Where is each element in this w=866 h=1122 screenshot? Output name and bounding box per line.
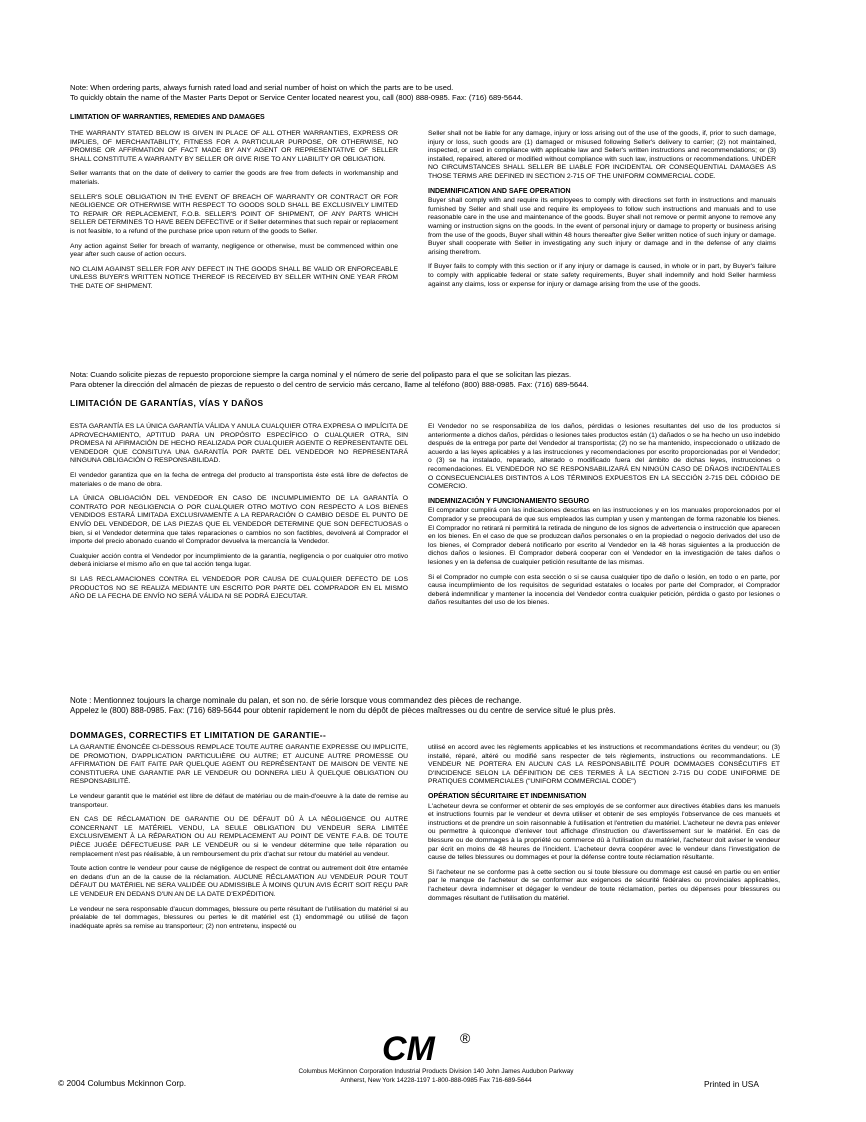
french-note-line2: Appelez le (800) 888-0985. Fax: (716) 689-5644 pour obtenir rapidement le nom du dépôt de pièces maîtresses ou du centre de service situé le plus près.	[70, 705, 616, 715]
spanish-right-p1: El Vendedor no se responsabiliza de los daños, pérdidas o lesiones resultantes del uso de los productos si anteriormente a dichos daños, pérdidas o lesiones tales productos están (1) dañados o se ha hecho un uso indebido después de la entrega por parte del Vendedor al transportista; (2) no se ha mantenido, inspeccionado o utilizado de acuerdo a las leyes aplicables y a las instrucciones y recomendaciones por escrito proporcionadas por el Vendedor; o (3) se ha instalado, reparado, alterado o modificado fuera del ámbito de dichas leyes, instrucciones o recomendaciones. EL VENDEDOR NO SE RESPONSABILIZARÁ EN NINGÚN CASO DE DÑAOS INCIDENTALES O CONSECUENCIALES DISTINTOS A LOS TÉRMINOS EXPUESTOS EN LA SECCIÓN 2-715 DEL CÓDIGO DE COMERCIO.	[428, 423, 780, 491]
spanish-note	[70, 370, 810, 389]
french-left-column	[70, 744, 408, 937]
english-right-column	[428, 130, 776, 295]
english-left-p1: THE WARRANTY STATED BELOW IS GIVEN IN PLACE OF ALL OTHER WARRANTIES, EXPRESS OR IMPLIES, OF MERCHANTABILITY, FITNESS FOR A PARTICULAR PURPOSE, OR OTHERWISE, NO PROMISE OR AFFIRMATION OF FACT MADE BY ANY AGENT OR REPRESENTATIVE OF SELLER SHALL CONSTITUTE A WARRANTY BY SELLER OR GIVE RISE TO ANY LIABILITY OR OBLIGATION.	[70, 130, 398, 163]
french-left-p3: EN CAS DE RÉCLAMATION DE GARANTIE OU DE DÉFAUT DÛ À LA NÉGLIGENCE OU AUTRE CONCERNANT LE MATÉRIEL VENDU, LA SEULE OBLIGATION DU VENDEUR SERA LIMITÉE EXCLUSIVEMENT À LA RÉPARATION OU AU REMPLACEMENT AU POINT DE VENTE F.A.B. DE TOUTE PIÈCE JUGÉE DÉFECTUEUSE PAR LE VENDEUR ou si le vendeur détermine que telle réparation ou remplacement n'est pas réalisable, à un remboursement du prix d'achat sur retour du matériel au vendeur.	[70, 816, 408, 858]
cm-logo-mark	[378, 1030, 488, 1066]
spanish-heading: LIMITACIÓN DE GARANTÍAS, VÍAS Y DAÑOS	[70, 398, 264, 408]
english-right-p3: If Buyer fails to comply with this section or if any injury or damage is caused, in whole or in part, by Buyer's failure to comply with applicable federal or state safety requirements, Buyer shall indemnify and hold Seller harmless against any claims, loss or expense for injury or damage arising from the use of the goods.	[428, 263, 776, 288]
french-note	[70, 696, 780, 715]
french-left-p2: Le vendeur garantit que le matériel est libre de défaut de matériau ou de main-d'oeuvre à la date de remise au transporteur.	[70, 792, 408, 809]
english-right-p2: Buyer shall comply with and require its employees to comply with directions set forth in instructions and manuals furnished by Seller and shall use and require its employees to follow such instructions and manuals and to use reasonable care in the use and maintenance of the goods. Buyer shall not remove or permit anyone to remove any warning or instruction signs on the goods. In the event of personal injury or damage to property or business arising from the use of the goods, Buyer shall within 48 hours thereafter give Seller written notice of such injury or damage. Buyer shall cooperate with Seller in investigating any such injury or damage and in the defense of any claims arising therefrom.	[428, 197, 776, 256]
english-note-line1: Note: When ordering parts, always furnish rated load and serial number of hoist on which the parts are to be used.	[70, 83, 454, 92]
french-right-column	[428, 744, 780, 909]
spanish-right-p3: Si el Comprador no cumple con esta sección o si se causa cualquier tipo de daño o lesión, en todo o en parte, por causa incumplimiento de los requisitos de seguridad estatales o locales por parte del Comprador, el Comprador deberá indemnificar y mantener la inocencia del Vendedor contra cualquier petición, pérdida o gasto por lesiones o daños resultantes del uso de los bienes.	[428, 573, 780, 607]
english-note	[70, 83, 810, 102]
french-left-p5: Le vendeur ne sera responsable d'aucun dommages, blessure ou perte résultant de l'utilisation du matériel si au préalable de tel dommages, blessures ou pertes le dit matériel est (1) endommagé ou utilisé de façon inadéquate après sa remise au transporteur; (2) non entretenu, inspecté ou	[70, 905, 408, 930]
spanish-note-line2: Para obtener la dirección del almacén de piezas de repuesto o del centro de servicio más cercano, llame al teléfono (800) 888-0985. Fax: (716) 689-5644.	[70, 379, 589, 389]
french-right-p3: Si l'acheteur ne se conforme pas à cette section ou si toute blessure ou dommage est causé en partie ou en entier par le manque de l'acheteur de se conformer aux exigences de sécurité fédérales ou provinciales applicables, l'acheteur devra indemniser et dégager le vendeur de toute réclamation, pertes ou dépenses pour blessures ou dommages résultant de l'utilisation du matériel.	[428, 868, 780, 902]
french-right-heading: OPÉRATION SÉCURITAIRE ET INDEMNISATION	[428, 792, 587, 800]
english-left-p3: SELLER'S SOLE OBLIGATION IN THE EVENT OF BREACH OF WARRANTY OR CONTRACT OR FOR NEGLIGENCE OR OTHERWISE WITH RESPECT TO GOODS SOLD SHALL BE EXCLUSIVELY LIMITED TO REPAIR OR REPLACEMENT, F.O.B. SELLER'S POINT OF SHIPMENT, OF ANY PARTS WHICH SELLER DETERMINES TO HAVE BEEN DEFECTIVE or if Seller determines that such repair or replacement is not feasible, to a refund of the purchase price upon return of the goods to Seller.	[70, 193, 398, 235]
spanish-left-p1: ESTA GARANTÍA ES LA ÚNICA GARANTÍA VÁLIDA Y ANULA CUALQUIER OTRA EXPRESA O IMPLÍCITA DE APROVECHAMIENTO, APTITUD PARA UN PROPÓSITO ESPECÍFICO O CUALQUIER OTRA, SIN PROMESA NI AFIRMACIÓN DE HECHO REALIZADA POR CUALQUIER AGENTE O REPRESENTANTE DEL VENDEDOR QUE CONSITUYA UNA GARANTÍA POR PARTE DEL VENDEDOR NO REPRESENTARÁ NINGUNA OBLIGACIÓN O RESPONSABILIDAD.	[70, 423, 408, 465]
english-heading: LIMITATION OF WARRANTIES, REMEDIES AND DAMAGES	[70, 114, 265, 121]
address-line1: Columbus McKinnon Corporation Industrial Products Division 140 John James Audubon Parkway	[298, 1068, 574, 1075]
spanish-left-p3: LA ÚNICA OBLIGACIÓN DEL VENDEDOR EN CASO DE INCUMPLIMIENTO DE LA GARANTÍA O CONTRATO POR NEGLIGENCIA O POR CUALQUIER OTRO MOTIVO CON RESPECTO A LOS BIENES VENDIDOS ESTARÁ LIMITADA EXCLUSIVAMENTE A LA REPARACIÓN O CAMBIO DESDE EL PUNTO DE ENVÍO DEL VENDEDOR, DE LAS PIEZAS QUE EL VENDEDOR DETERMINE QUE SON DEFECTUOSAS o bien, si el Vendedor determina que tales reparaciones o cambios no son factibles, devolverá al Comprador el importe del precio abonado cuando el Comprador devuelva la mercancía la Vendedor.	[70, 495, 408, 546]
cm-logo	[378, 1030, 488, 1066]
spanish-right-column	[428, 423, 780, 614]
copyright: © 2004 Columbus Mckinnon Corp.	[58, 1078, 187, 1088]
english-left-p2: Seller warrants that on the date of delivery to carrier the goods are free from defects in workmanship and materials.	[70, 170, 398, 186]
spanish-right-p2: El comprador cumplirá con las indicaciones descritas en las instrucciones y en los manuales proporcionados por el Comprador y se preocupará de que sus empleados las cumplan y usen y mantengan de forma razonable los bienes. El Comprador no retirará ni permitirá la retirada de ninguno de los signos de advertencia o instrucción que aparecen en los bienes. En el caso de que se produzcan daños personales o en la propiedad o negocio derivados del uso de los bienes, el Comprador deberá notificarlo por escrito al Vendedor en la 48 horas siguientes a la producción de dichos daños o lesiones. El Comprador deberá cooperar con el Vendedor en la investigación de tales daños o lesiones y en la defensa de cualquier petición resultante de las mismas.	[428, 507, 780, 566]
english-left-p5: NO CLAIM AGAINST SELLER FOR ANY DEFECT IN THE GOODS SHALL BE VALID OR ENFORCEABLE UNLESS BUYER'S WRITTEN NOTICE THEREOF IS RECEIVED BY SELLER WITHIN ONE YEAR FROM THE DATE OF SHIPMENT.	[70, 265, 398, 290]
spanish-right-heading: INDEMNIZACIÓN Y FUNCIONAMIENTO SEGURO	[428, 497, 590, 505]
spanish-left-p5: SI LAS RECLAMACIONES CONTRA EL VENDEDOR POR CAUSA DE CUALQUIER DEFECTO DE LOS PRODUCTOS NO SE REALIZA MEDIANTE UN ESCRITO POR PARTE DEL COMPRADOR EN EL MISMO AÑO DE LA FECHA DE ENVÍO NO SERÁ VÁLIDA NI SE PODRÁ EJECUTAR.	[70, 575, 408, 601]
spanish-left-p2: El vendedor garantiza que en la fecha de entrega del producto al transportista éste está libre de defectos de materiales o de mano de obra.	[70, 471, 408, 488]
english-right-p1: Seller shall not be liable for any damage, injury or loss arising out of the use of the goods, if, prior to such damage, injury or loss, such goods are (1) damaged or misused following Seller's delivery to carrier; (2) not maintained, inspected, or used in compliance with applicable law and Seller's written instructions and recommendations; or (3) installed, repaired, altered or modified without compliance with such law, instructions or recommendations. UNDER NO CIRCUMSTANCES SHALL SELLER BE LIABLE FOR INCIDENTAL OR CONSEQUENTIAL DAMAGES AS THOSE TERMS ARE DEFINED IN SECTION 2-715 OF THE UNIFORM COMMERCIAL CODE.	[428, 130, 776, 180]
english-left-column	[70, 130, 398, 298]
spanish-left-column	[70, 423, 408, 608]
address-line2: Amherst, New York 14228-1197 1-800-888-0985 Fax 716-689-5644	[340, 1077, 532, 1084]
spanish-note-line1: Nota: Cuando solicite piezas de repuesto proporcione siempre la carga nominal y el número de serie del polipasto para el que se solicitan las piezas.	[70, 370, 572, 379]
cm-logo-text: CM	[382, 1030, 435, 1066]
french-heading: DOMMAGES, CORRECTIFS ET LIMITATION DE GARANTIE--	[70, 730, 327, 740]
french-left-p4: Toute action contre le vendeur pour cause de négligence de respect de contrat ou autrement doit être entamée en dedans d'un an de la cause de la réclamation. AUCUNE RÉCLAMATION AU VENDEUR POUR TOUT DÉFAUT DU MATÉRIEL NE SERA VALIDÉE OU ADMISSIBLE À MOINS QU'UN AVIS ÉCRIT SOIT REÇU PAR LE VENDEUR EN DEDANS D'UN AN DE LA DATE D'EXPÉDITION.	[70, 865, 408, 898]
english-left-p4: Any action against Seller for breach of warranty, negligence or otherwise, must be commenced within one year after such cause of action occurs.	[70, 242, 398, 259]
french-left-p1: LA GARANTIE ÉNONCÉE CI-DESSOUS REMPLACE TOUTE AUTRE GARANTIE EXPRESSE OU IMPLICITE, DE PROMOTION, D'APPLICATION PARTICULIÈRE OU AUTRE; ET AUCUNE AUTRE PROMESSE OU AFFIRMATION DE FAIT FAITE PAR QUELQUE AGENT OU REPRÉSENTANT DE MAISON DE VENTE NE CONSTITUERA UNE GARANTIE PAR LE VENDEUR OU DONNERA LIEU À QUELQUE OBLIGATION OU RESPONSABILITÉ.	[70, 744, 408, 786]
french-note-line1: Note : Mentionnez toujours la charge nominale du palan, et son no. de série lorsque vous commandez des pièces de rechange.	[70, 696, 522, 705]
english-note-line2: To quickly obtain the name of the Master Parts Depot or Service Center located nearest you, call (800) 888-0985. Fax: (716) 689-5644.	[70, 92, 523, 102]
printed-in-usa: Printed in USA	[704, 1079, 759, 1089]
registered-mark: ®	[460, 1030, 471, 1046]
spanish-left-p4: Cualquier acción contra el Vendedor por incumplimiento de la garantía, negligencia o por cualquier otro motivo deberá iniciarse el mismo año en que tal acción tenga lugar.	[70, 552, 408, 569]
french-right-p1: utilisé en accord avec les règlements applicables et les instructions et recommandations écrites du vendeur; ou (3) installé, réparé, altéré ou modifié sans respecter de tels règlements, instructions ou recommandations. LE VENDEUR NE PORTERA EN AUCUN CAS LA RESPONSABILITÉ POUR DOMMAGES CONSÉCUTIFS ET D'INCIDENCE SELON LA DÉFINITION DE CES TERMES À LA SECTION 2-715 DU CODE UNIFORME DE PRATIQUES COMMERCIALES ("UNIFORM COMMERCIAL CODE")	[428, 744, 780, 786]
english-right-heading: INDEMNIFICATION AND SAFE OPERATION	[428, 187, 571, 195]
french-right-p2: L'acheteur devra se conformer et obtenir de ses employés de se conformer aux directives établies dans les manuels et instructions fournis par le vendeur et devra utiliser et obtenir de ses employés l'observance de ces manuels et instructions et de prendre un soin raisonnable à l'utilisation et l'entretien du matériel. L'acheteur ne devra pas enlever ou permettre à quiconque d'enlever tout affichage d'instruction ou d'avertissement sur le matériel. En cas de blessure ou de dommages à la propriété ou commerce dû à l'utilisation du matériel, l'acheteur doit aviser le vendeur par écrit en moins de 48 heures de l'incident. L'acheteur devra coopérer avec le vendeur dans l'investigation de cause de telles blessures ou dommages et pour la défense contre toute réclamation résultante.	[428, 802, 780, 862]
company-address	[186, 1067, 686, 1085]
